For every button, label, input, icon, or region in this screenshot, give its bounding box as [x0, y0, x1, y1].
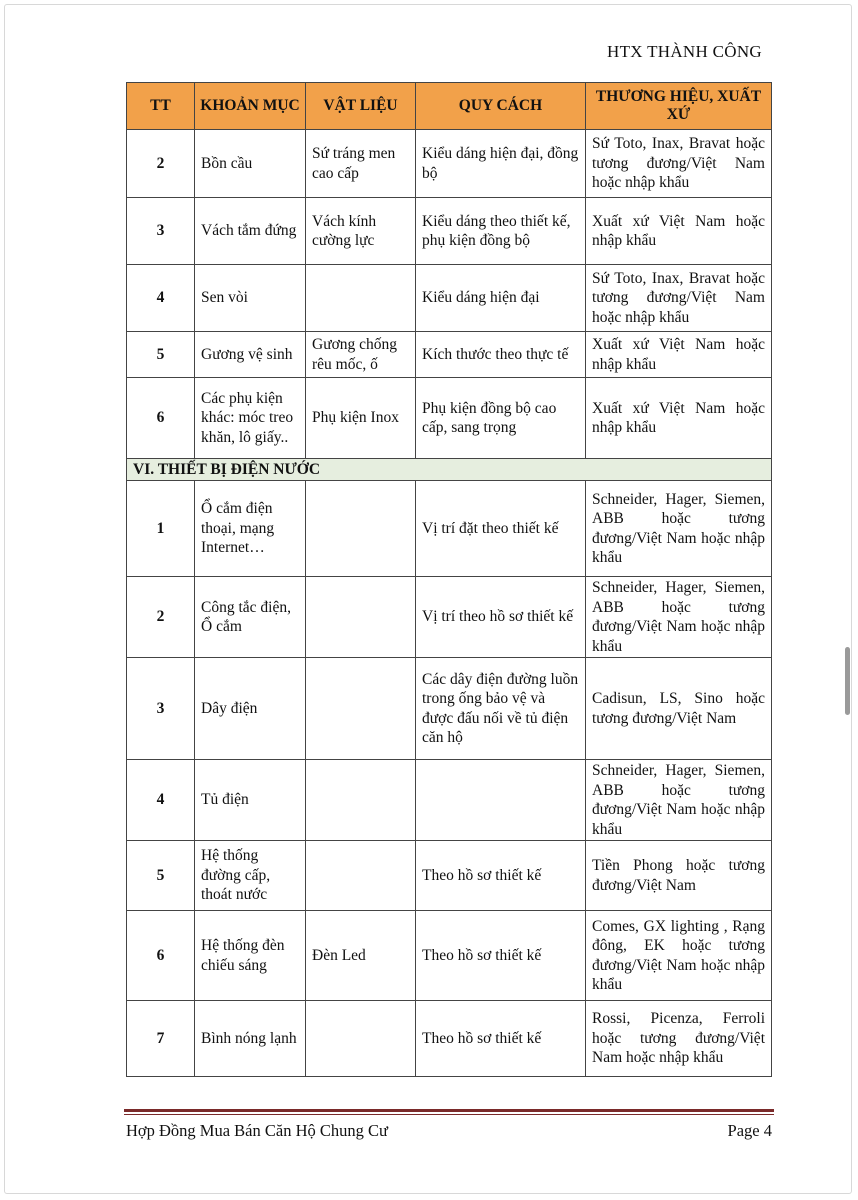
- row-spec: Kích thước theo thực tế: [416, 332, 586, 378]
- row-number: 3: [127, 198, 195, 265]
- footer-divider-thin: [124, 1114, 774, 1115]
- row-item: Hệ thống đường cấp, thoát nước: [195, 841, 306, 911]
- col-header-spec: QUY CÁCH: [416, 83, 586, 130]
- row-number: 5: [127, 332, 195, 378]
- section-title: VI. THIẾT BỊ ĐIỆN NƯỚC: [127, 459, 772, 481]
- row-item: Tủ điện: [195, 760, 306, 841]
- table-row: [127, 658, 772, 760]
- row-brand: Rossi, Picenza, Ferroli hoặc tương đương/Việt Nam hoặc nhập khẩu: [586, 1001, 772, 1077]
- table-row: [127, 1001, 772, 1077]
- row-item: Các phụ kiện khác: móc treo khăn, lô giấy..: [195, 378, 306, 459]
- row-item: Công tắc điện, Ổ cắm: [195, 577, 306, 658]
- row-material: [306, 1001, 416, 1077]
- scrollbar-thumb[interactable]: [845, 647, 850, 715]
- row-spec: [416, 760, 586, 841]
- row-material: Sứ tráng men cao cấp: [306, 130, 416, 198]
- row-number: 6: [127, 378, 195, 459]
- row-item: Bồn cầu: [195, 130, 306, 198]
- row-number: 4: [127, 265, 195, 332]
- row-number: 5: [127, 841, 195, 911]
- row-spec: Theo hồ sơ thiết kế: [416, 911, 586, 1001]
- spec-table: [126, 82, 772, 1077]
- row-spec: Kiểu dáng hiện đại: [416, 265, 586, 332]
- row-number: 2: [127, 130, 195, 198]
- table-row: [127, 265, 772, 332]
- row-number: 1: [127, 481, 195, 577]
- row-brand: Sứ Toto, Inax, Bravat hoặc tương đương/Việt Nam hoặc nhập khẩu: [586, 130, 772, 198]
- table-row: [127, 198, 772, 265]
- row-item: Sen vòi: [195, 265, 306, 332]
- footer-document-title: Hợp Đồng Mua Bán Căn Hộ Chung Cư: [126, 1121, 388, 1140]
- row-material: [306, 760, 416, 841]
- row-material: Vách kính cường lực: [306, 198, 416, 265]
- table-row: [127, 332, 772, 378]
- row-item: Ổ cắm điện thoại, mạng Internet…: [195, 481, 306, 577]
- row-number: 6: [127, 911, 195, 1001]
- row-spec: Phụ kiện đồng bộ cao cấp, sang trọng: [416, 378, 586, 459]
- row-material: [306, 265, 416, 332]
- row-number: 2: [127, 577, 195, 658]
- table-row: [127, 130, 772, 198]
- row-material: Phụ kiện Inox: [306, 378, 416, 459]
- col-header-item: KHOẢN MỤC: [195, 83, 306, 130]
- table-row: [127, 841, 772, 911]
- row-brand: Comes, GX lighting , Rạng đông, EK hoặc tương đương/Việt Nam hoặc nhập khẩu: [586, 911, 772, 1001]
- col-header-tt: TT: [127, 83, 195, 130]
- row-spec: Kiểu dáng hiện đại, đồng bộ: [416, 130, 586, 198]
- footer-page-number: Page 4: [727, 1121, 772, 1140]
- table-header-row: [127, 83, 772, 130]
- section-row: [127, 459, 772, 481]
- row-brand: Cadisun, LS, Sino hoặc tương đương/Việt Nam: [586, 658, 772, 760]
- row-brand: Xuất xứ Việt Nam hoặc nhập khẩu: [586, 378, 772, 459]
- table-row: [127, 577, 772, 658]
- row-spec: Các dây điện đường luồn trong ống bảo vệ và được đấu nối về tủ điện căn hộ: [416, 658, 586, 760]
- row-item: Gương vệ sinh: [195, 332, 306, 378]
- row-material: [306, 481, 416, 577]
- row-brand: Schneider, Hager, Siemen, ABB hoặc tương đương/Việt Nam hoặc nhập khẩu: [586, 760, 772, 841]
- row-material: [306, 658, 416, 760]
- row-spec: Theo hồ sơ thiết kế: [416, 841, 586, 911]
- row-item: Bình nóng lạnh: [195, 1001, 306, 1077]
- row-material: Đèn Led: [306, 911, 416, 1001]
- row-brand: Xuất xứ Việt Nam hoặc nhập khẩu: [586, 332, 772, 378]
- row-spec: Kiểu dáng theo thiết kế, phụ kiện đồng bộ: [416, 198, 586, 265]
- row-spec: Vị trí theo hồ sơ thiết kế: [416, 577, 586, 658]
- table-row: [127, 378, 772, 459]
- row-number: 3: [127, 658, 195, 760]
- row-number: 4: [127, 760, 195, 841]
- row-brand: Sứ Toto, Inax, Bravat hoặc tương đương/Việt Nam hoặc nhập khẩu: [586, 265, 772, 332]
- row-spec: Theo hồ sơ thiết kế: [416, 1001, 586, 1077]
- row-spec: Vị trí đặt theo thiết kế: [416, 481, 586, 577]
- row-material: [306, 577, 416, 658]
- row-brand: Schneider, Hager, Siemen, ABB hoặc tương đương/Việt Nam hoặc nhập khẩu: [586, 481, 772, 577]
- table-row: [127, 481, 772, 577]
- table-row: [127, 911, 772, 1001]
- header-org-name: HTX THÀNH CÔNG: [607, 42, 762, 61]
- col-header-material: VẬT LIỆU: [306, 83, 416, 130]
- row-number: 7: [127, 1001, 195, 1077]
- row-item: Hệ thống đèn chiếu sáng: [195, 911, 306, 1001]
- table-row: [127, 760, 772, 841]
- row-material: Gương chống rêu mốc, ố: [306, 332, 416, 378]
- row-brand: Schneider, Hager, Siemen, ABB hoặc tương đương/Việt Nam hoặc nhập khẩu: [586, 577, 772, 658]
- col-header-brand: THƯƠNG HIỆU, XUẤT XỨ: [586, 83, 772, 130]
- row-brand: Tiền Phong hoặc tương đương/Việt Nam: [586, 841, 772, 911]
- row-item: Dây điện: [195, 658, 306, 760]
- row-material: [306, 841, 416, 911]
- row-item: Vách tắm đứng: [195, 198, 306, 265]
- footer-divider: [124, 1109, 774, 1112]
- row-brand: Xuất xứ Việt Nam hoặc nhập khẩu: [586, 198, 772, 265]
